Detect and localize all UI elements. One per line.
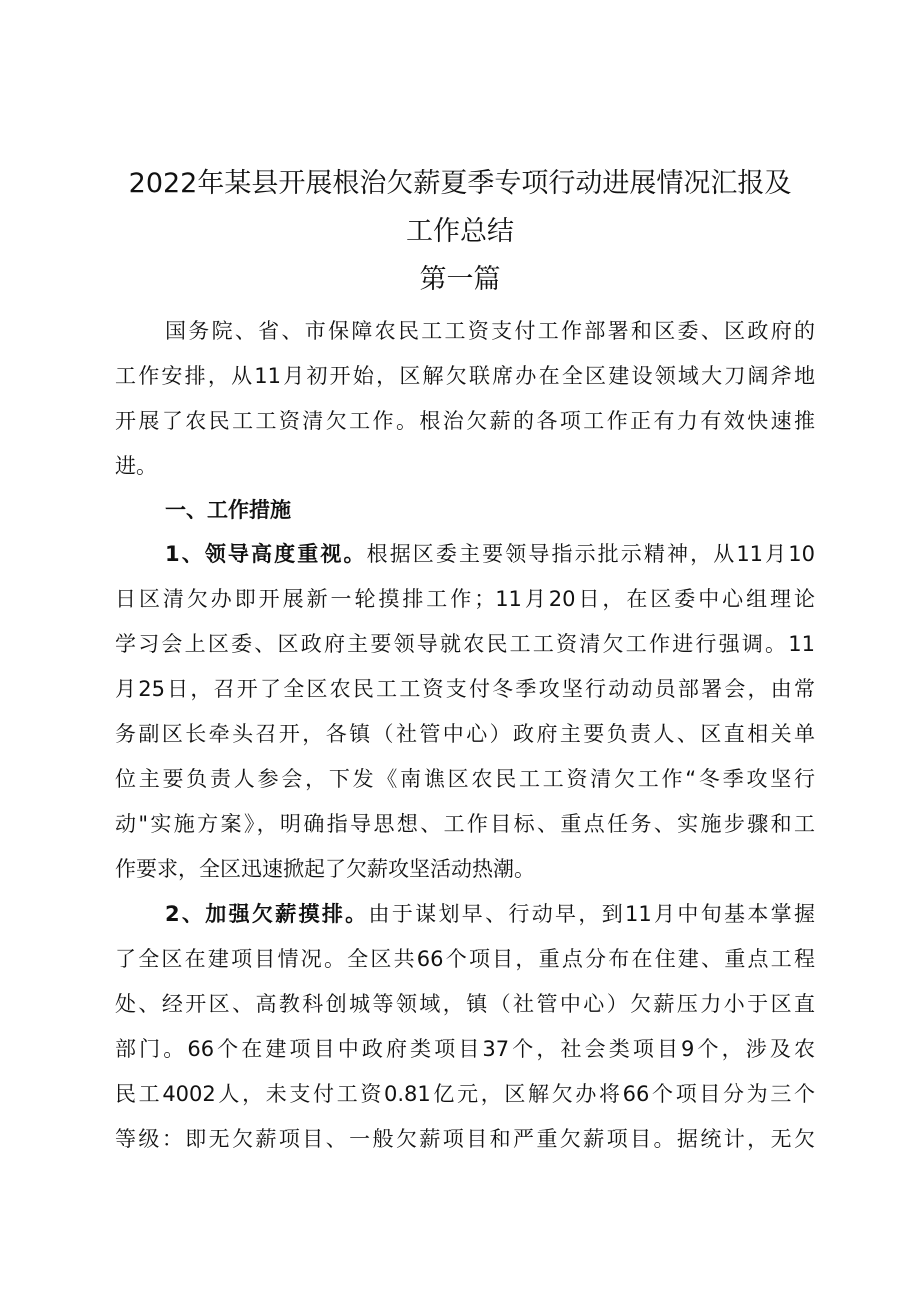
document-subtitle: 第一篇 bbox=[419, 264, 501, 295]
document-title-line-2: 工作总结 bbox=[406, 216, 514, 247]
item1-lead: 1、领导高度重视。 bbox=[165, 542, 367, 566]
item1-line: 务副区长牵头召开，各镇（社管中心）政府主要负责人、区直相关单 bbox=[115, 722, 815, 746]
item2-line: 部门。66个在建项目中政府类项目37个，社会类项目9个，涉及农 bbox=[115, 1037, 815, 1061]
item1-line: 位主要负责人参会，下发《南谯区农民工工资清欠工作“冬季攻坚行 bbox=[115, 767, 815, 791]
item1-line: 作要求，全区迅速掀起了欠薪攻坚活动热潮。 bbox=[115, 857, 535, 881]
section-heading-work-measures: 一、工作措施 bbox=[165, 498, 291, 522]
item2-first-line bbox=[165, 900, 815, 928]
intro-line-1: 国务院、省、市保障农民工工资支付工作部署和区委、区政府的 bbox=[165, 319, 815, 343]
document-title-line-1: 2022年某县开展根治欠薪夏季专项行动进展情况汇报及 bbox=[128, 168, 792, 199]
item2-first-line-rest: 由于谋划早、行动早，到11月中旬基本掌握 bbox=[368, 902, 815, 926]
item1-line: 日区清欠办即开展新一轮摸排工作；11月20日，在区委中心组理论 bbox=[115, 587, 815, 611]
item1-line: 动"实施方案》，明确指导思想、工作目标、重点任务、实施步骤和工 bbox=[115, 812, 815, 836]
intro-line-2: 工作安排，从11月初开始，区解欠联席办在全区建设领域大刀阔斧地 bbox=[115, 364, 815, 388]
item2-line: 等级：即无欠薪项目、一般欠薪项目和严重欠薪项目。据统计，无欠 bbox=[115, 1127, 815, 1151]
item1-first-line-rest: 根据区委主要领导指示批示精神，从11月10 bbox=[366, 542, 815, 566]
item2-lead: 2、加强欠薪摸排。 bbox=[165, 902, 369, 926]
intro-line-3: 开展了农民工工资清欠工作。根治欠薪的各项工作正有力有效快速推 bbox=[115, 409, 815, 433]
item1-line: 学习会上区委、区政府主要领导就农民工工资清欠工作进行强调。11 bbox=[115, 632, 815, 656]
item2-line: 了全区在建项目情况。全区共66个项目，重点分布在住建、重点工程 bbox=[115, 947, 815, 971]
item2-line: 民工4002人，未支付工资0.81亿元，区解欠办将66个项目分为三个 bbox=[115, 1082, 815, 1106]
intro-line-4: 进。 bbox=[115, 454, 157, 478]
item1-first-line bbox=[165, 540, 815, 568]
item1-line: 月25日，召开了全区农民工工资支付冬季攻坚行动动员部署会，由常 bbox=[115, 677, 815, 701]
item2-line: 处、经开区、高教科创城等领域，镇（社管中心）欠薪压力小于区直 bbox=[115, 992, 815, 1016]
